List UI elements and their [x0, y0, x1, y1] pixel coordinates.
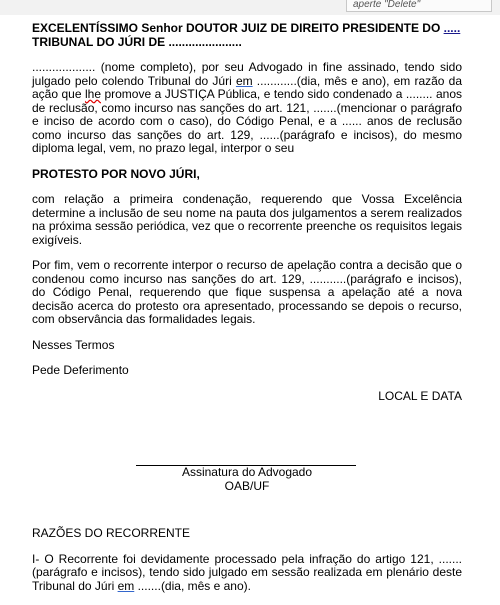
paragraph-apelacao: Por fim, vem o recorrente interpor o recurso de apelação contra a decisão que o condenou como incurso nas sanções do art. 129, ...........(parágrafo e incisos), do Código Penal, requerendo que fique suspensa a apelação até a nova decisão acerca do protesto ora apresentado, processando se depois o recurso, com observância das formalidades legais.: [32, 258, 462, 326]
heading-part-2: TRIBUNAL DO JÚRI DE ......................: [32, 34, 242, 49]
intro-lhe-word: lhe: [84, 87, 101, 101]
nesses-termos: Nesses Termos: [32, 337, 115, 352]
razoes-text-b: .......(dia, mês e ano).: [134, 578, 251, 593]
top-toolbar-strip: [0, 0, 500, 15]
paragraph-intro: [32, 61, 462, 156]
razoes-em-word: em: [117, 578, 135, 593]
signature-label: Assinatura do Advogado: [181, 465, 313, 479]
heading-dots: .....: [443, 21, 461, 35]
paragraph-protesto: com relação a primeira condenação, requerendo que Vossa Excelência determine a inclusão de seu nome na pauta dos julgamentos a serem realizados na próxima sessão periódica, vez que o recorrente preenche os requisitos legais exigíveis.: [32, 192, 462, 247]
razoes-text-a: I- O Recorrente foi devidamente processado pela infração do artigo 121, .......(parágrafo e incisos), tendo sido julgado em sessão realizada em plenário deste Tribunal do Júri: [32, 551, 462, 593]
oab-label: OAB/UF: [224, 478, 270, 493]
local-e-data: LOCAL E DATA: [378, 388, 462, 403]
intro-text-a: ................... (nome completo), por seu Advogado in fine assinado, tendo sido julgado pelo colendo Tribunal do Júri: [32, 60, 462, 88]
document-page[interactable]: [32, 22, 462, 605]
intro-text-c: promove a JUSTIÇA Pública, e tendo sido condenado a ........ anos de reclusão, como incurso nas sanções do art. 121, .......(mencionar o parágrafo e inciso de acordo com o caso), do Código Penal, e a ...... anos de reclusão como incurso das sanções do art. 129, ......(parágrafo e incisos), do mesmo diploma legal, vem, no prazo legal, interpor o seu: [32, 87, 462, 155]
document-heading: [32, 22, 462, 49]
signature-block: [32, 466, 462, 493]
razoes-title: RAZÕES DO RECORRENTE: [32, 526, 191, 540]
protesto-title: PROTESTO POR NOVO JÚRI,: [32, 166, 200, 181]
intro-em-word: em: [235, 73, 253, 88]
heading-part-1: EXCELENTÍSSIMO Senhor DOUTOR JUIZ DE DIREITO PRESIDENTE DO: [32, 21, 444, 35]
paragraph-razoes: [32, 553, 462, 594]
pede-deferimento: Pede Deferimento: [32, 363, 129, 377]
delete-hint-tooltip: aperte "Delete": [346, 0, 492, 12]
intro-text-b: ............(dia, mês e ano), em razão da ação que: [32, 73, 463, 101]
